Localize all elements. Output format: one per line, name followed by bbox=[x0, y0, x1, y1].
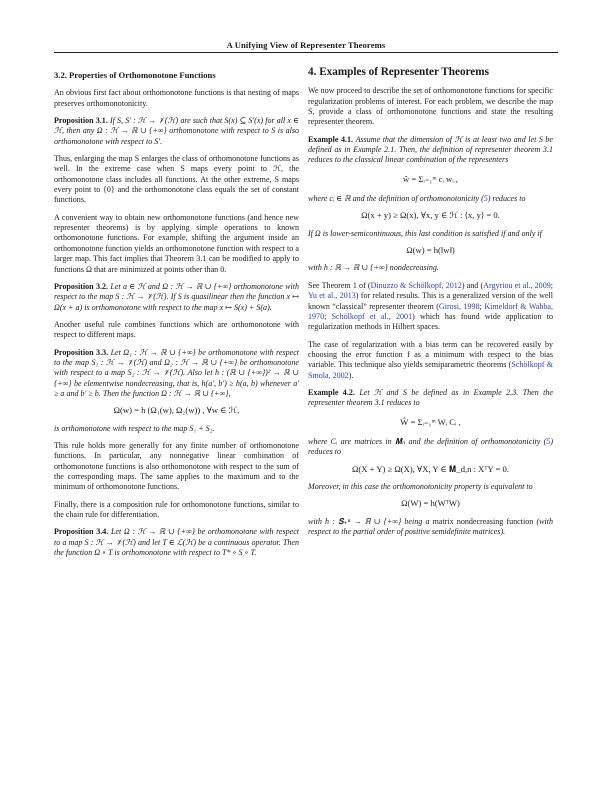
example-text bbox=[308, 437, 553, 456]
text-span: with h : 𝐒₊ⁿ → ℝ ∪ {+∞} being a bbox=[308, 516, 433, 526]
example-4-2 bbox=[308, 388, 553, 537]
citation-link[interactable]: Yu et al., 2013 bbox=[308, 291, 356, 301]
paragraph bbox=[308, 340, 553, 381]
equation: Ŵ = Σᵢ₌₁ᵐ Wᵢ Cᵢ , bbox=[400, 416, 461, 427]
equation-ref-link[interactable]: 5 bbox=[546, 436, 551, 446]
citation-link[interactable]: Dinuzzo & Schölkopf, 2012 bbox=[370, 280, 462, 290]
text-span: ). bbox=[348, 370, 354, 380]
text-span: matrix nondecreasing function bbox=[432, 516, 534, 526]
equation-ref-link[interactable]: 5 bbox=[483, 194, 488, 204]
text-span: ) reduces to bbox=[487, 194, 526, 204]
equation: ŵ = Σᵢ₌₁ᵐ cᵢ wᵢ , bbox=[403, 173, 458, 184]
citation-link[interactable]: Kimeldorf & Wahba, 1970 bbox=[308, 301, 554, 321]
equation: Ω(w) = h(‖w‖) bbox=[406, 245, 455, 256]
equation: Ω(x + y) ≥ Ω(x), ∀x, y ∈ ℋ : ⟨x, y⟩ = 0. bbox=[361, 210, 500, 221]
running-title: A Unifying View of Representer Theorems bbox=[226, 40, 386, 50]
example-label: Example 4.1. bbox=[308, 134, 354, 144]
proposition-3-4 bbox=[54, 527, 299, 558]
citation-link[interactable]: Girosi, 1998 bbox=[438, 301, 480, 311]
paragraph: Another useful rule combines functions which are orthomonotone with respect to different maps. bbox=[54, 319, 299, 340]
text-span: (with respect to the partial order of positive semidefinite matrices). bbox=[308, 516, 553, 536]
text-span: ) which has found wide application to regularization methods in Hilbert spaces. bbox=[308, 311, 553, 332]
left-column bbox=[54, 64, 299, 565]
proposition-label: Proposition 3.2. bbox=[54, 281, 109, 291]
example-text bbox=[308, 517, 553, 536]
paragraph: Finally, there is a composition rule for orthomonotone functions, similar to the chain rule for differentiation. bbox=[54, 499, 299, 520]
paragraph: An obvious first fact about orthomonotone functions is that nesting of maps preserves orthomonotonicity. bbox=[54, 88, 299, 108]
section-title: 4. Examples of Representer Theorems bbox=[308, 66, 489, 78]
example-label: Example 4.2. bbox=[308, 387, 355, 397]
example-text: Moreover, in this case the orthomonotonicity property is equivalent to bbox=[308, 481, 533, 491]
text-span: ; bbox=[324, 311, 332, 321]
proposition-text: is orthomonotone with respect to the map S₁ + S₂. bbox=[54, 423, 215, 433]
text-span: ) reduces to bbox=[308, 436, 553, 457]
right-column bbox=[308, 64, 553, 544]
proposition-label: Proposition 3.3. bbox=[54, 347, 109, 357]
text-span: where cᵢ ∈ ℝ and the definition of orthomonotonicity ( bbox=[308, 194, 484, 204]
text-span: ) and ( bbox=[461, 280, 484, 290]
header-rule bbox=[54, 52, 558, 53]
text-span: ) for related results. This is a generalized version of the well known “classical” representer theorem ( bbox=[308, 291, 553, 311]
proposition-text: Let Ω : ℋ → ℝ ∪ {+∞} be orthomonotone with respect to a map S : ℋ → 𝒱(ℋ) and let T ∈ ℒ(ℋ) be a continuous operator. Then the function Ω ∘ T is orthomonotone with respect to T* ∘ S ∘ T. bbox=[54, 527, 300, 558]
text-span: where Cᵢ are matrices in 𝐌ₙ and the definition of orthomonotonicity ( bbox=[308, 436, 547, 446]
proposition-3-3 bbox=[54, 348, 299, 434]
example-4-1 bbox=[308, 135, 553, 274]
equation: Ω(w) = h (Ω₁(w), Ω₂(w)) , ∀w ∈ ℋ, bbox=[113, 405, 240, 416]
equation: Ω(W) = h(WᵀW) bbox=[401, 498, 460, 509]
text-span: ; bbox=[479, 301, 485, 311]
proposition-text: If S, S′ : ℋ → 𝒱(ℋ) are such that S(x) ⊆ S′(x) for all x ∈ ℋ, then any Ω : ℋ → ℝ ∪ {+∞} orthomonotone with respect to S is also orthomonotone with respect to S′. bbox=[54, 116, 300, 146]
proposition-3-2 bbox=[54, 282, 299, 313]
example-text: Assume that the dimension of ℋ is at least two and let S be defined as in Example 2.1. Then, the definition of representer theorem 3.1 reduces to the classical linear combination of the representers bbox=[308, 134, 554, 165]
equation: Ω(X + Y) ≥ Ω(X), ∀X, Y ∈ 𝐌_d,n : XᵀY = 0. bbox=[352, 463, 509, 474]
proposition-label: Proposition 3.4. bbox=[54, 527, 109, 537]
citation-link[interactable]: Schölkopf & Smola, 2002 bbox=[308, 360, 553, 380]
citation-link[interactable]: Argyriou et al., 2009 bbox=[483, 280, 551, 290]
paragraph: This rule holds more generally for any finite number of orthomonotone functions. In particular, any nonnegative linear combination of orthomonotone functions is also orthomonotone with respect to the sum of the corresponding maps. The same applies to the maximum and to the minimum of orthomonotone functions. bbox=[54, 440, 299, 492]
example-text bbox=[308, 194, 526, 203]
paragraph: A convenient way to obtain new orthomonotone functions (and hence new representer theorems) is by applying simple operations to known orthomonotone functions. For example, shifting the argument inside an orthomonotone function yields an orthomonotone function with respect to a larger map. This fact implies that Theorem 3.1 can be modified to apply to functions Ω that are minimized at points other than 0. bbox=[54, 212, 299, 274]
citation-link[interactable]: Schölkopf et al., 2001 bbox=[331, 311, 413, 321]
example-text: with h : ℝ → ℝ ∪ {+∞} nondecreasing. bbox=[308, 263, 439, 273]
proposition-3-1 bbox=[54, 116, 299, 147]
proposition-text: Let a ∈ ℋ and Ω : ℋ → ℝ ∪ {+∞} orthomonotone with respect to the map S : ℋ → 𝒱(ℋ). If S is quasilinear then the function x ↦ Ω(x + a) is orthomonotone with respect to the map x ↦ S(x) + S(a). bbox=[54, 281, 299, 312]
paragraph: We now proceed to describe the set of orthomonotone functions for specific regularization problems of interest. For each problem, we describe the map S, provide a class of orthomonotone functions and state the resulting representer theorem. bbox=[308, 86, 553, 127]
proposition-label: Proposition 3.1. bbox=[54, 116, 108, 126]
paragraph: Thus, enlarging the map S enlarges the class of orthomonotone functions as well. In the extreme case when S maps every point to ℋ, the orthomonotone class includes all functions. At the other extreme, S maps every point to {0} and the orthomonotone class equals the set of constant functions. bbox=[54, 154, 299, 205]
paragraph bbox=[308, 281, 553, 333]
text-span: ; bbox=[550, 280, 553, 290]
example-text: If Ω is lower-semicontinuous, this last condition is satisfied if and only if bbox=[308, 228, 542, 238]
subsection-title: 3.2. Properties of Orthomonotone Functions bbox=[54, 70, 216, 80]
proposition-text: Let Ω₁ : ℋ → ℝ ∪ {+∞} be orthomonotone with respect to the map S₁ : ℋ → 𝒱(ℋ) and Ω₂ : ℋ → ℝ ∪ {+∞} be orthomonotone with respect to a map S₂ : ℋ → 𝒱(ℋ). Also let h : (ℝ ∪ {+∞})² → ℝ ∪ {+∞} be elementwise nondecreasing, that is, h(a′, b′) ≥ h(a, b) whenever a′ ≥ a and b′ ≥ b. Then the function Ω : ℋ → ℝ ∪ {+∞}, bbox=[54, 347, 299, 398]
text-span: See Theorem 1 of ( bbox=[308, 280, 371, 290]
text-span: The case of regularization with a bias term can be recovered easily by choosing the error function f as a minimum with respect to the bias variable. This technique also yields semiparametric theorems ( bbox=[308, 339, 553, 370]
example-text: Let ℋ and S be defined as in Example 2.3. Then the representer theorem 3.1 reduces to bbox=[308, 387, 554, 408]
